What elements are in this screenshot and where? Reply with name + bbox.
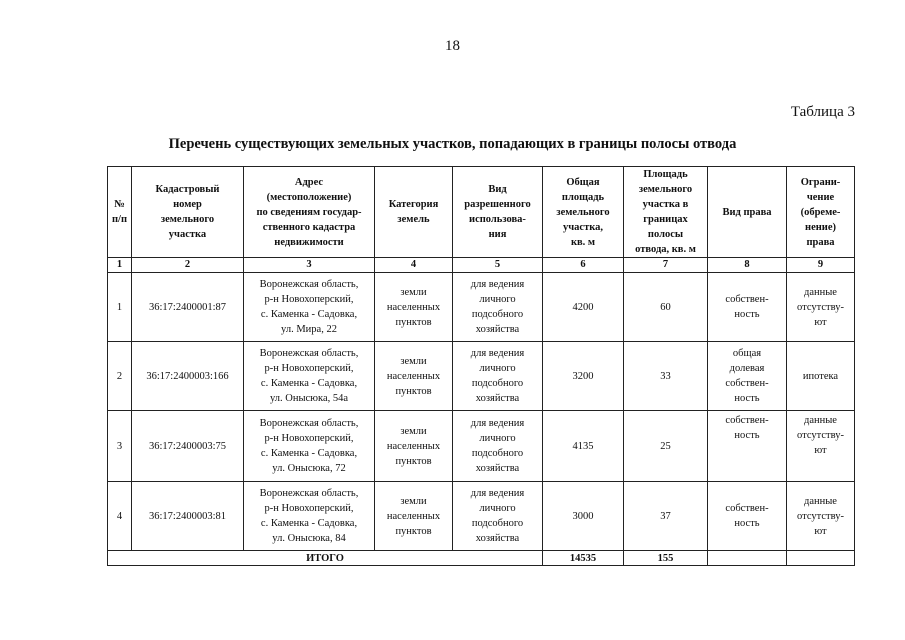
restriction: данные отсутству- ют — [787, 411, 855, 482]
column-number: 4 — [375, 258, 453, 273]
total-area: 3200 — [543, 342, 624, 411]
cadastral-number: 36:17:2400001:87 — [132, 273, 244, 342]
address: Воронежская область, р-н Новохоперский, с. Каменка - Садовка, ул. Онысюка, 84 — [244, 482, 375, 551]
right-type: собствен- ность — [708, 482, 787, 551]
address: Воронежская область, р-н Новохоперский, с. Каменка - Садовка, ул. Мира, 22 — [244, 273, 375, 342]
cadastral-number: 36:17:2400003:81 — [132, 482, 244, 551]
restriction: данные отсутству- ют — [787, 273, 855, 342]
header-right: Вид права — [708, 167, 787, 258]
page-number: 18 — [445, 38, 460, 54]
column-number: 7 — [624, 258, 708, 273]
right-type: собствен- ность — [708, 411, 787, 482]
total-row — [108, 551, 855, 566]
right-type: собствен- ность — [708, 273, 787, 342]
header-row — [108, 167, 855, 258]
cadastral-number: 36:17:2400003:75 — [132, 411, 244, 482]
land-category: земли населенных пунктов — [375, 342, 453, 411]
table-row — [108, 482, 855, 551]
total-area: 3000 — [543, 482, 624, 551]
strip-area: 25 — [624, 411, 708, 482]
land-category: земли населенных пунктов — [375, 482, 453, 551]
table-label: Таблица 3 — [790, 104, 855, 120]
table-row — [108, 342, 855, 411]
address: Воронежская область, р-н Новохоперский, с. Каменка - Садовка, ул. Онысюка, 54а — [244, 342, 375, 411]
table-row — [108, 411, 855, 482]
row-number: 2 — [108, 342, 132, 411]
header-strip-area: Площадь земельного участка в границах полосы отвода, кв. м — [624, 167, 708, 258]
header-cadastral: Кадастровый номер земельного участка — [132, 167, 244, 258]
column-number: 9 — [787, 258, 855, 273]
strip-area-sum: 155 — [624, 551, 708, 566]
document-title: Перечень существующих земельных участков, попадающих в границы полосы отвода — [168, 136, 737, 152]
land-plots-table — [107, 166, 855, 566]
total-area: 4135 — [543, 411, 624, 482]
column-number: 5 — [453, 258, 543, 273]
permitted-use: для ведения личного подсобного хозяйства — [453, 342, 543, 411]
right-type: общая долевая собствен- ность — [708, 342, 787, 411]
restriction: данные отсутству- ют — [787, 482, 855, 551]
row-number: 1 — [108, 273, 132, 342]
total-empty-cell — [708, 551, 787, 566]
strip-area: 37 — [624, 482, 708, 551]
land-category: земли населенных пунктов — [375, 411, 453, 482]
header-usage: Вид разрешенного использова- ния — [453, 167, 543, 258]
address: Воронежская область, р-н Новохоперский, с. Каменка - Садовка, ул. Онысюка, 72 — [244, 411, 375, 482]
permitted-use: для ведения личного подсобного хозяйства — [453, 273, 543, 342]
column-number: 3 — [244, 258, 375, 273]
header-category: Категория земель — [375, 167, 453, 258]
table-row — [108, 273, 855, 342]
header-num: № п/п — [108, 167, 132, 258]
header-restriction: Ограни- чение (обреме- нение) права — [787, 167, 855, 258]
cadastral-number: 36:17:2400003:166 — [132, 342, 244, 411]
total-area: 4200 — [543, 273, 624, 342]
total-area-sum: 14535 — [543, 551, 624, 566]
column-number: 2 — [132, 258, 244, 273]
header-total-area: Общая площадь земельного участка, кв. м — [543, 167, 624, 258]
column-number: 1 — [108, 258, 132, 273]
strip-area: 33 — [624, 342, 708, 411]
total-empty-cell — [787, 551, 855, 566]
row-number: 3 — [108, 411, 132, 482]
column-number: 6 — [543, 258, 624, 273]
column-number-row — [108, 258, 855, 273]
total-label: ИТОГО — [108, 551, 543, 566]
column-number: 8 — [708, 258, 787, 273]
strip-area: 60 — [624, 273, 708, 342]
permitted-use: для ведения личного подсобного хозяйства — [453, 411, 543, 482]
header-address: Адрес (местоположение) по сведениям государ- ственного кадастра недвижимости — [244, 167, 375, 258]
row-number: 4 — [108, 482, 132, 551]
restriction: ипотека — [787, 342, 855, 411]
permitted-use: для ведения личного подсобного хозяйства — [453, 482, 543, 551]
land-category: земли населенных пунктов — [375, 273, 453, 342]
